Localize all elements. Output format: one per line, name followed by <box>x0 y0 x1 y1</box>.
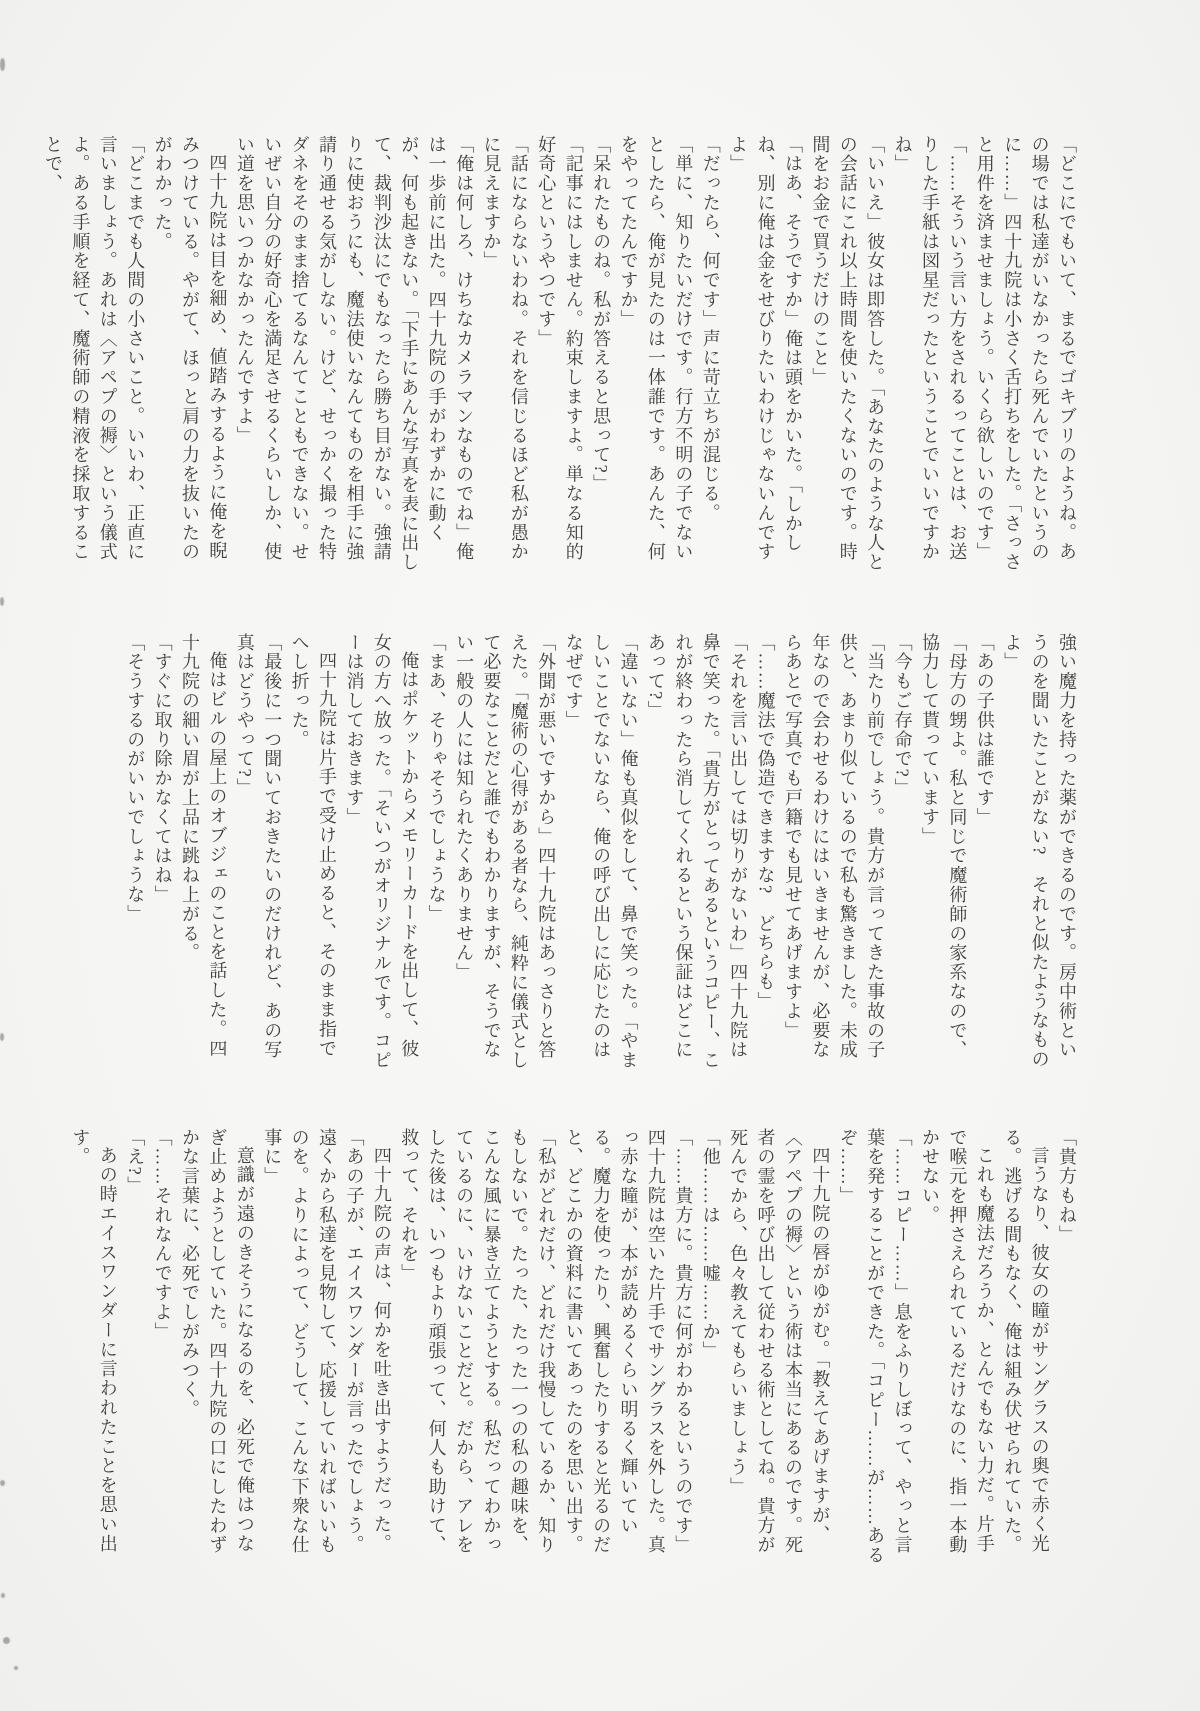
paragraph: 「……貴方に。貴方に何がわかるというのです」四十九院は空いた片手でサングラスを外した。真っ赤な瞳が、本が読めるくらい明るく輝いている。魔力を使ったり、興奮したりすると光るのだと、どこかの資料に書いてあったのを思い出す。 <box>563 1128 694 1555</box>
paragraph: 四十九院は目を細め、値踏みするように俺を睨みつけている。やがて、ほっと肩の力を抜いたのがわかった。 <box>152 135 228 562</box>
paragraph: 強い魔力を持った薬ができるのです。房中術というのを聞いたことがない? それと似たようなものよ」 <box>1002 633 1077 1070</box>
paragraph: 四十九院は片手で受け止めると、そのまま指でへし折った。 <box>289 633 338 1059</box>
paragraph: 「え?」 <box>125 1128 146 1196</box>
scan-speck <box>14 1666 18 1670</box>
paragraph: 「貴方もね」 <box>1057 1128 1077 1245</box>
paragraph: 「まあ、そりゃそうでしょうな」 <box>426 633 447 924</box>
paragraph: 「はあ、そうですか」俺は頭をかいた。「しかしね、別に俺は金をせびりたいわけじゃないんですよ」 <box>728 135 803 562</box>
paragraph: 「話にならないわね。それを信じるほど私が愚かに見えますか」 <box>481 135 529 562</box>
paragraph: 四十九院の声は、何かを吐き出すようだった。「あの子が、エイスワンダーが言ったでしょう。遠くから私達を見物して、応援していればいいものを。よりによって、どうして、こんな下衆な仕事に」 <box>262 1128 392 1555</box>
paragraph: 「……それなんですよ」 <box>152 1128 173 1342</box>
paragraph: 「呆れたものね。私が答えると思って?」 <box>591 135 612 494</box>
text-block-bottom <box>66 1128 1080 1568</box>
paragraph: 四十九院の唇がゆがむ。「教えてあげますが、〈アペプの褥〉という術は本当にあるのです。死者の霊を呼び出して従わせる術としてね。貴方が死んでから、色々教えてもらいましょう」 <box>728 1128 831 1555</box>
paragraph: 「違いない」俺も真似をして、鼻で笑った。「やましいことでないなら、俺の呼び出しに応じたのはなぜです」 <box>563 633 639 1071</box>
paragraph: 「……コピー……」息をふりしぼって、やっと言葉を発することができた。「コピー……が……あるぞ……」 <box>837 1128 913 1566</box>
paragraph: 意識が遠のきそうになるのを、必死で俺はつなぎ止めようとしていた。四十九院の口にしたわずかな言葉に、必死でしがみつく。 <box>180 1128 255 1555</box>
paragraph: 「私がどれだけ、どれだけ我慢しているか、知りもしないで。たった、たった一つの私の趣味を、こんな風に暴き立てようとする。私だってわかっているのに、いけないことだと。だから、アレをした後は、いつもより頑張って、何人も助けて、救って、それを」 <box>399 1128 557 1555</box>
scan-speck <box>0 1480 5 1486</box>
paragraph: 「どこにでもいて、まるでゴキブリのようね。あの場では私達がいなかったら死んでいたというのに……」四十九院は小さく舌打ちをした。「さっさと用件を済ませましょう。いくら欲しいのです」 <box>974 135 1077 573</box>
paragraph: 「……そういう言い方をされるってことは、お送りした手紙は図星だったということでいいですかね」 <box>892 135 968 562</box>
text-block-top <box>39 135 1080 575</box>
paragraph: 「いいえ」彼女は即答した。「あなたのような人との会話にこれ以上時間を使いたくないのです。時間をお金で買うだけのこと」 <box>810 135 886 573</box>
paragraph: 「他……は……嘘……か」 <box>700 1128 721 1361</box>
scan-speck <box>0 597 4 606</box>
paragraph: 「外聞が悪いですから」四十九院はあっさりと答えた。「魔術の心得がある者なら、純粋に儀式として必要なことだと誰でもわかりますが、そうでない一般の人には知られたくありません」 <box>454 633 557 1071</box>
paragraph: あの時エイスワンダーに言われたことを思い出す。 <box>70 1128 118 1554</box>
paragraph: 「……魔法で偽造できますな? どちらも」 <box>755 633 776 1011</box>
paragraph: 「最後に一つ聞いておきたいのだけれど、あの写真はどうやって?」 <box>234 633 283 1060</box>
paragraph: 「当たり前でしょう。貴方が言ってきた事故の子供と、あまり似ているので私も驚きました。未成年なので会わせるわけにはいきませんが、必要ならあとで写真でも戸籍でも見せてあげますよ」 <box>782 633 886 1060</box>
paragraph: 「それを言い出しては切りがないわ」四十九院は鼻で笑った。「貴方がとってあるというコピー、これが終わったら消してくれるという保証はどこにあって?」 <box>645 633 749 1071</box>
scan-speck <box>0 1033 4 1041</box>
paragraph: 言うなり、彼女の瞳がサングラスの奥で赤く光る。逃げる間もなく、俺は組み伏せられていた。 <box>1002 1128 1050 1555</box>
paragraph: 「単に、知りたいだけです。行方不明の子でないとしたら、俺が見たのは一体誰です。あんた、何をやってたんですか」 <box>618 135 694 562</box>
paragraph: 「すぐに取り除かなくてはね」 <box>152 633 173 905</box>
text-block-middle <box>121 633 1080 1073</box>
paragraph: 「どこまでも人間の小さいこと。いいわ、正直に言いましょう。あれは〈アペプの褥〉という儀式よ。ある手順を経て、魔術師の精液を採取することで、 <box>42 135 146 562</box>
paragraph: 「俺は何しろ、けちなカメラマンなものでね」俺は一歩前に出た。四十九院の手がわずかに動くが、何も起きない。「下手にあんな写真を表に出して、裁判沙汰にでもなったら勝ち目がない。強請りに使おうにも、魔法使いなんてものを相手に強請り通せる気がしない。けど、せっかく撮った特ダネをそのまま捨てるなんてこともできない。せいぜい自分の好奇心を満足させるくらいしか、使い道を思いつかなかったんですよ」 <box>234 135 475 573</box>
paragraph: 「だったら、何です」声に苛立ちが混じる。 <box>700 135 721 523</box>
paragraph: 「そうするのがいいでしょうな」 <box>125 633 146 924</box>
scan-speck <box>0 58 5 71</box>
paragraph: 俺はポケットからメモリーカードを出して、彼女の方へ放った。「そいつがオリジナルです。コピーは消しておきます」 <box>344 633 420 1071</box>
paragraph: これも魔法だろうか、とんでもない力だ。片手で喉元を押さえられているだけなのに、指一本動かせない。 <box>919 1128 995 1555</box>
paragraph: 「記事にはしません。約束しますよ。単なる知的好奇心というやつです」 <box>536 135 584 562</box>
paragraph: 「あの子供は誰です」 <box>974 633 995 827</box>
paragraph: 「母方の甥よ。私と同じで魔術師の家系なので、協力して貰っています」 <box>919 633 968 1060</box>
scan-speck <box>3 1637 10 1644</box>
paragraph: 「今もご存命で?」 <box>892 633 913 798</box>
scan-speck <box>1 1593 5 1598</box>
paragraph: 俺はビルの屋上のオブジェのことを話した。四十九院の細い眉が上品に跳ね上がる。 <box>180 633 228 1059</box>
